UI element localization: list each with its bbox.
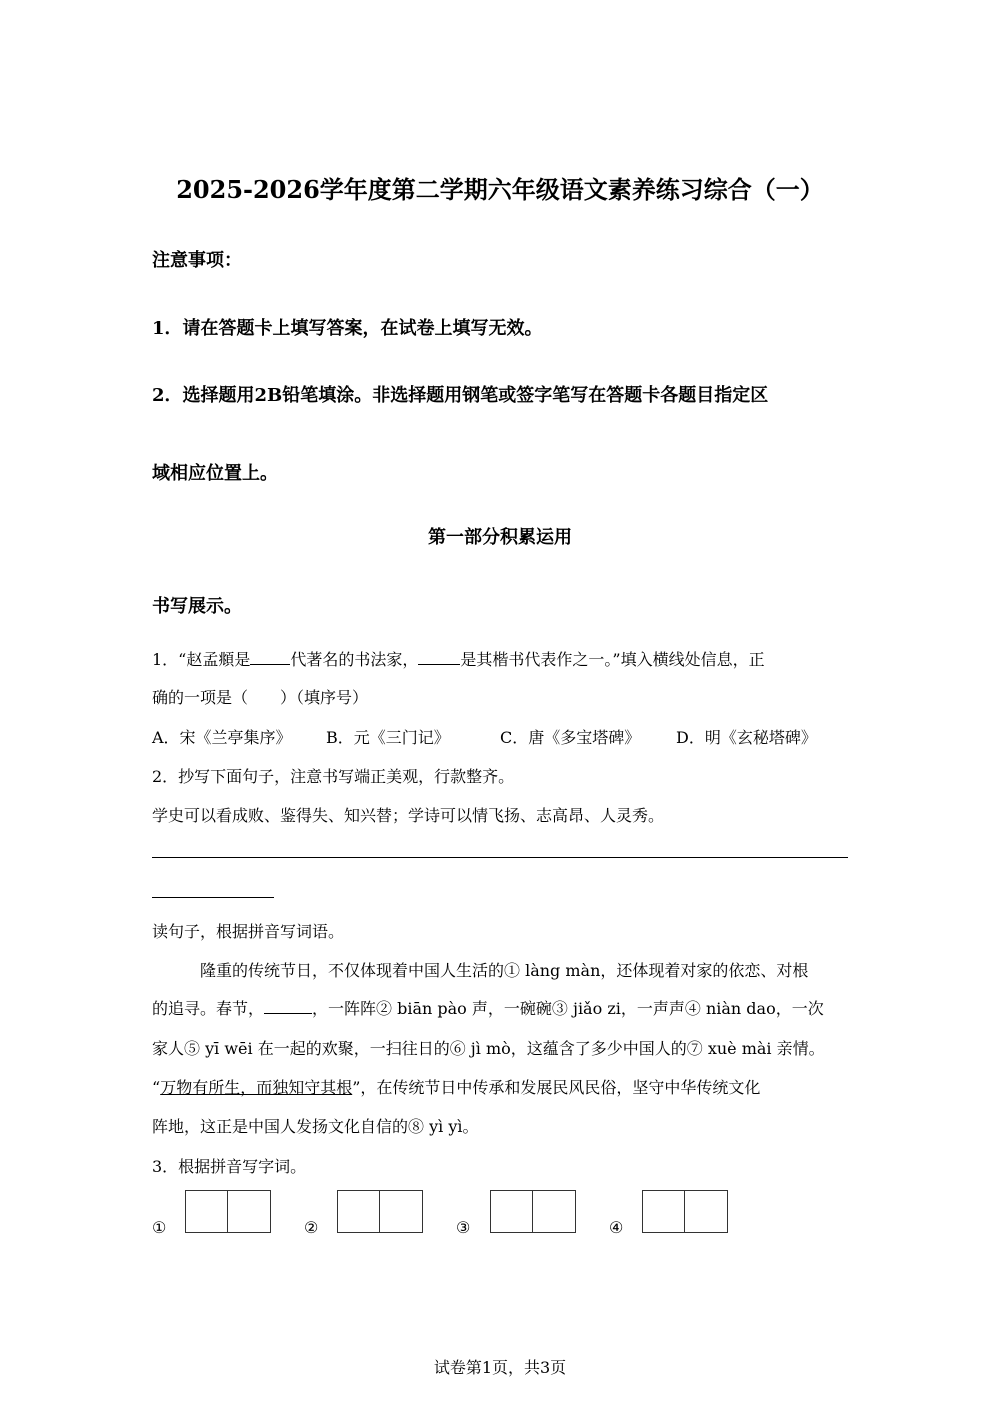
answer-line-1[interactable] (152, 857, 848, 858)
question-2-sentence: 学史可以看成败、鉴得失、知兴替；学诗可以情飞扬、志高昂、人灵秀。 (152, 806, 665, 825)
box-label-1: ① (152, 1218, 167, 1237)
question-1-blank-1[interactable] (250, 650, 290, 665)
option-a[interactable]: A．宋《兰亭集序》 (152, 728, 292, 747)
option-d[interactable]: D．明《玄秘塔碑》 (676, 728, 817, 747)
question-1-text-a: 1．“赵孟頫是 (152, 650, 251, 669)
writing-box-4[interactable] (642, 1190, 728, 1233)
page-title: 2025-2026学年度第二学期六年级语文素养练习综合（一） (176, 175, 824, 204)
notice-item-2: 2．选择题用2B铅笔填涂。非选择题用钢笔或签字笔写在答题卡各题目指定区 (152, 385, 769, 406)
reading-blank[interactable] (264, 999, 312, 1014)
reading-line-1: 隆重的传统节日，不仅体现着中国人生活的① làng màn，还体现着对家的依恋、对根 (200, 961, 809, 980)
question-3-stem: 3．根据拼音写字词。 (152, 1157, 307, 1176)
question-1-text-b: 代著名的书法家， (290, 650, 419, 669)
answer-line-2[interactable] (152, 897, 274, 898)
notice-item-1: 1．请在答题卡上填写答案，在试卷上填写无效。 (152, 318, 543, 339)
question-1-line-1 (152, 647, 765, 670)
notice-heading: 注意事项： (152, 250, 242, 271)
reading-line-2-a: 的追寻。春节， (152, 999, 265, 1018)
question-1-text-c: 是其楷书代表作之一。”填入横线处信息，正 (460, 650, 765, 669)
writing-box-1[interactable] (185, 1190, 271, 1233)
reading-line-4-open-quote: “ (152, 1078, 161, 1097)
subsection-heading: 书写展示。 (152, 596, 242, 617)
option-b[interactable]: B．元《三门记》 (326, 728, 450, 747)
question-1-line-2: 确的一项是（ ）（填序号） (152, 688, 369, 707)
reading-line-2 (152, 996, 824, 1019)
option-c[interactable]: C．唐《多宝塔碑》 (500, 728, 641, 747)
reading-line-4-rest: ”，在传统节日中传承和发展民风民俗，坚守中华传统文化 (352, 1078, 761, 1097)
reading-line-4 (152, 1075, 760, 1098)
box-label-4: ④ (609, 1218, 624, 1237)
reading-line-5: 阵地，这正是中国人发扬文化自信的⑧ yì yì。 (152, 1117, 479, 1136)
box-label-2: ② (304, 1218, 319, 1237)
writing-box-3[interactable] (490, 1190, 576, 1233)
reading-intro: 读句子，根据拼音写词语。 (152, 922, 345, 941)
notice-item-2-continued: 域相应位置上。 (152, 463, 278, 484)
box-label-3: ③ (456, 1218, 471, 1237)
page-footer: 试卷第1页，共3页 (433, 1358, 567, 1377)
section-title: 第一部分积累运用 (428, 527, 572, 548)
reading-underlined-quote: 万物有所生，而独知守其根 (160, 1078, 353, 1097)
reading-line-3: 家人⑤ yī wēi 在一起的欢聚，一扫往日的⑥ jì mò，这蕴含了多少中国人的⑦ xuè mài 亲情。 (152, 1039, 825, 1058)
question-1-blank-2[interactable] (418, 650, 460, 665)
question-2-stem: 2．抄写下面句子，注意书写端正美观，行款整齐。 (152, 767, 515, 786)
writing-box-2[interactable] (337, 1190, 423, 1233)
reading-line-2-b: ，一阵阵② biān pào 声，一碗碗③ jiǎo zi，一声声④ niàn dao，一次 (312, 999, 824, 1018)
